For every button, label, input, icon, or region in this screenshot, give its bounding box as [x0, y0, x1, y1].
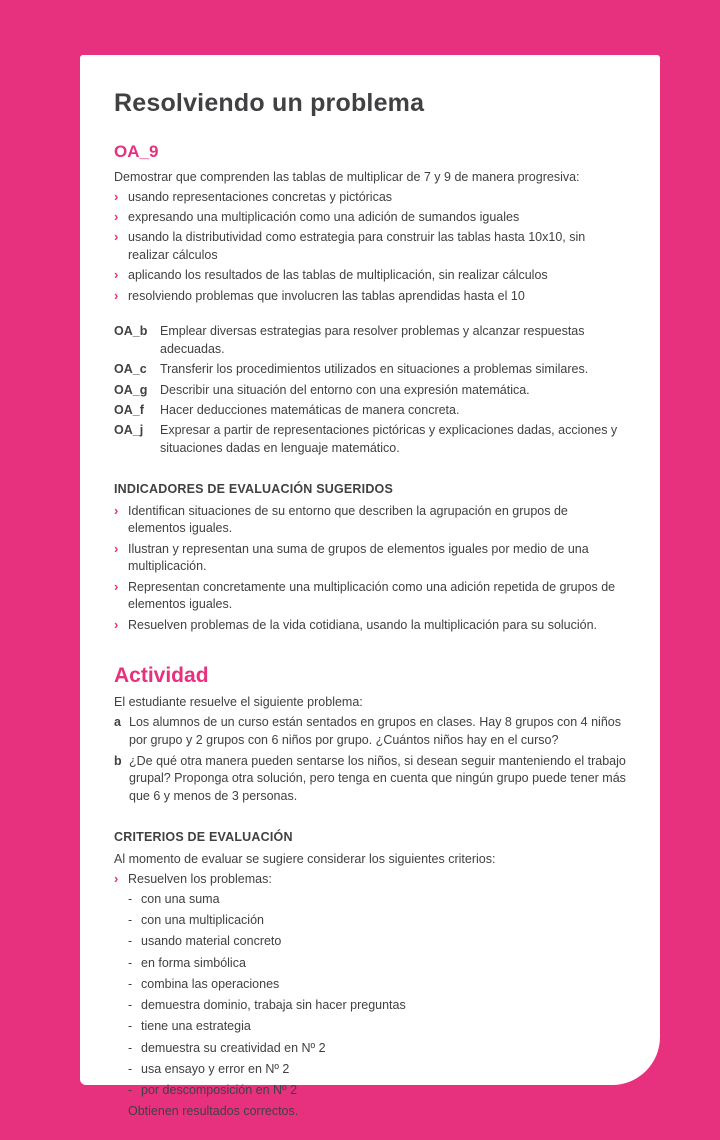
dash-item: - con una multiplicación — [128, 912, 626, 930]
section-actividad — [114, 664, 626, 806]
bullet-item: › resolviendo problemas que involucren las tablas aprendidas hasta el 10 — [114, 288, 626, 306]
actividad-items — [114, 714, 626, 806]
oa-code-row — [114, 422, 626, 458]
item-text: Los alumnos de un curso están sentados en grupos en clases. Hay 8 grupos con 4 niños por grupo y 2 grupos con 6 niños por grupo. ¿Cuántos niños hay en el curso? — [129, 715, 621, 747]
bullet-item: › Identifican situaciones de su entorno que describen la agrupación en grupos de elementos iguales. — [114, 503, 626, 539]
oa-code-row — [114, 402, 626, 420]
bullet-item: › Resuelven los problemas: — [114, 871, 626, 889]
bullet-item: › usando la distributividad como estrategia para construir las tablas hasta 10x10, sin realizar cálculos — [114, 229, 626, 265]
oa9-heading: OA_9 — [114, 142, 159, 161]
oa-code-text: Transferir los procedimientos utilizados en situaciones a problemas similares. — [160, 362, 589, 377]
dash-item: - demuestra dominio, trabaja sin hacer preguntas — [128, 997, 626, 1015]
actividad-item-a — [114, 714, 626, 750]
oa-code-row — [114, 382, 626, 400]
bullet-item: › Obtienen resultados correctos. — [114, 1103, 626, 1121]
bullet-item: › expresando una multiplicación como una adición de sumandos iguales — [114, 209, 626, 227]
bullet-item: › aplicando los resultados de las tablas de multiplicación, sin realizar cálculos — [114, 267, 626, 285]
criterios-heading: CRITERIOS DE EVALUACIÓN — [114, 829, 293, 844]
oa-code: OA_g — [114, 382, 148, 397]
bullet-item: › Representan concretamente una multiplicación como una adición repetida de grupos de elementos iguales. — [114, 579, 626, 615]
oa-code-text: Emplear diversas estrategias para resolver problemas y alcanzar respuestas adecuadas. — [160, 324, 585, 356]
criterios-intro: Al momento de evaluar se sugiere considerar los siguientes criterios: — [114, 851, 496, 866]
oa-code-row — [114, 361, 626, 379]
bullet-item: › usando representaciones concretas y pictóricas — [114, 189, 626, 207]
dash-item: - con una suma — [128, 891, 626, 909]
bullet-item: › Resuelven problemas de la vida cotidiana, usando la multiplicación para su solución. — [114, 617, 626, 635]
oa-code-text: Expresar a partir de representaciones pictóricas y explicaciones dadas, acciones y situaciones dadas en lenguaje matemático. — [160, 423, 618, 455]
item-label: b — [114, 753, 122, 768]
oa9-intro: Demostrar que comprenden las tablas de multiplicar de 7 y 9 de manera progresiva: — [114, 170, 580, 184]
dash-item: - combina las operaciones — [128, 976, 626, 994]
oa-code: OA_f — [114, 402, 144, 417]
section-oa9 — [114, 142, 626, 458]
dash-item: - en forma simbólica — [128, 955, 626, 973]
bullet-item: › Ilustran y representan una suma de grupos de elementos iguales por medio de una multiplicación. — [114, 541, 626, 577]
item-text: ¿De qué otra manera pueden sentarse los niños, si desean seguir manteniendo el trabajo grupal? Proponga otra solución, pero tenga en cuenta que ningún grupo puede tener más que 6 y menos de 3 personas. — [129, 753, 626, 803]
criterios-sub-list — [128, 891, 626, 1100]
dash-item: - usa ensayo y error en Nº 2 — [128, 1061, 626, 1079]
document-card — [80, 55, 660, 1119]
dash-item: - usando material concreto — [128, 933, 626, 951]
dash-item: - por descomposición en Nº 2 — [128, 1082, 626, 1100]
actividad-item-b — [114, 753, 626, 806]
oa-code: OA_c — [114, 362, 147, 377]
oa9-bullet-list — [114, 189, 626, 306]
criterios-list — [114, 871, 626, 889]
page-title: Resolviendo un problema — [114, 89, 425, 117]
actividad-intro: El estudiante resuelve el siguiente problema: — [114, 695, 363, 710]
oa-code-text: Describir una situación del entorno con una expresión matemática. — [160, 382, 530, 397]
dash-item: - demuestra su creatividad en Nº 2 — [128, 1040, 626, 1058]
section-indicadores — [114, 482, 626, 635]
oa-code-text: Hacer deducciones matemáticas de manera concreta. — [160, 402, 460, 417]
indicadores-bullet-list — [114, 503, 626, 635]
section-criterios — [114, 830, 626, 1121]
oa-code-row — [114, 323, 626, 359]
oa-code: OA_j — [114, 423, 144, 437]
indicadores-heading: INDICADORES DE EVALUACIÓN SUGERIDOS — [114, 481, 394, 496]
actividad-heading: Actividad — [114, 664, 209, 688]
oa-codes-list — [114, 323, 626, 457]
dash-item: - tiene una estrategia — [128, 1018, 626, 1036]
criterios-list-end — [114, 1103, 626, 1121]
item-label: a — [114, 715, 121, 729]
oa-code: OA_b — [114, 324, 148, 339]
